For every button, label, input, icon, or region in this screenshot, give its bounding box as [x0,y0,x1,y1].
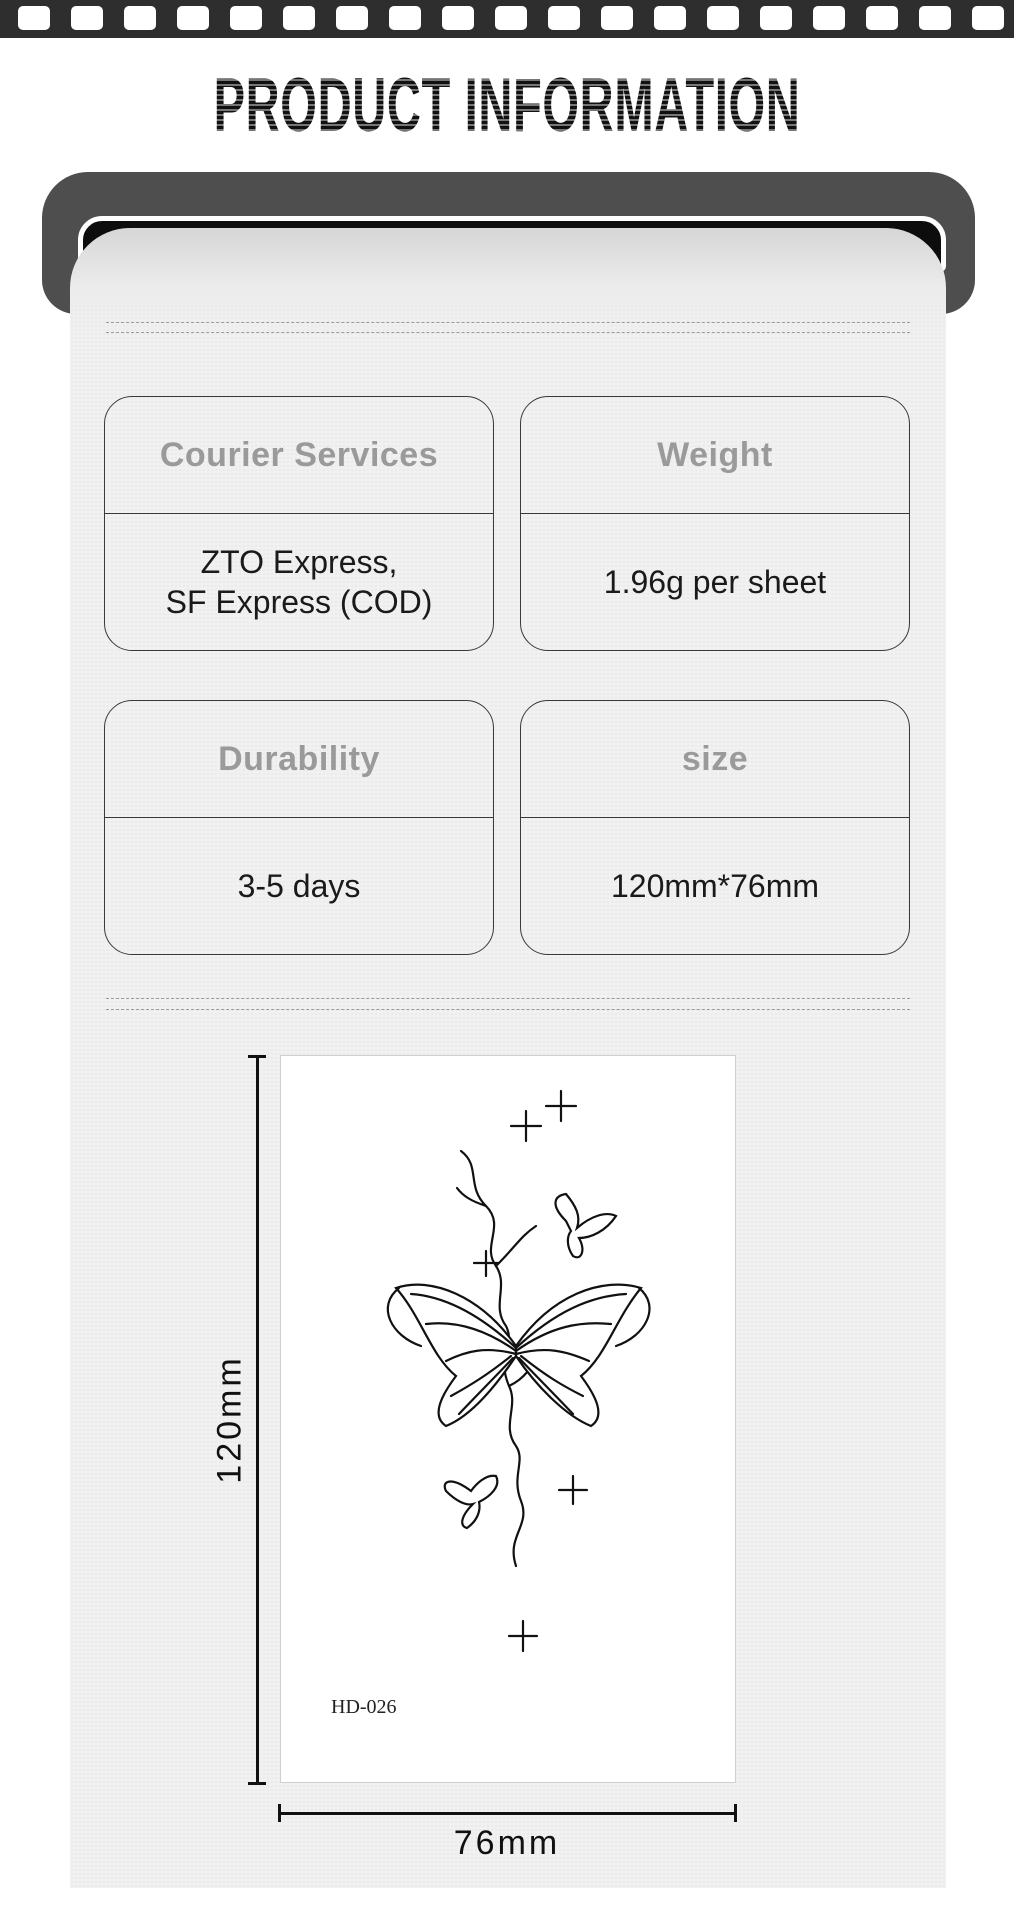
width-dimension-cap [734,1804,737,1822]
film-hole [71,6,103,30]
card-value: 1.96g per sheet [603,564,827,600]
film-hole [230,6,262,30]
card-label: Weight [521,397,909,514]
film-hole [919,6,951,30]
film-hole [813,6,845,30]
divider-dashed [106,332,910,333]
card-label: Courier Services [105,397,493,514]
width-label: 76mm [453,1824,561,1862]
film-hole [972,6,1004,30]
butterfly-tattoo-icon [281,1056,733,1656]
card-value: 120mm*76mm [610,868,820,904]
card-value: ZTO Express, SF Express (COD) [165,544,433,620]
width-dimension-line [278,1812,736,1815]
film-hole [124,6,156,30]
film-hole [283,6,315,30]
film-hole [548,6,580,30]
film-hole [177,6,209,30]
height-dimension-cap [248,1055,266,1058]
card-label: size [521,701,909,818]
film-hole [601,6,633,30]
film-hole [654,6,686,30]
film-strip [0,0,1014,38]
film-hole [495,6,527,30]
film-hole [707,6,739,30]
width-dimension-cap [278,1804,281,1822]
film-hole [389,6,421,30]
divider-dashed [106,998,910,999]
height-label: 120mm [210,1355,249,1484]
film-hole [336,6,368,30]
card-value: 3-5 days [237,868,361,904]
divider-dashed [106,1009,910,1010]
card-weight [520,396,910,651]
height-dimension-cap [248,1782,266,1785]
height-dimension-line [256,1055,259,1785]
card-size [520,700,910,955]
film-hole [442,6,474,30]
divider-dashed [106,322,910,323]
film-hole [760,6,792,30]
tattoo-sticker-sheet [280,1055,736,1783]
card-label: Durability [105,701,493,818]
page-title: PRODUCT INFORMATION [193,66,822,146]
film-hole [18,6,50,30]
sticker-code: HD-026 [331,1696,397,1718]
card-durability [104,700,494,955]
film-hole [866,6,898,30]
card-courier-services [104,396,494,651]
